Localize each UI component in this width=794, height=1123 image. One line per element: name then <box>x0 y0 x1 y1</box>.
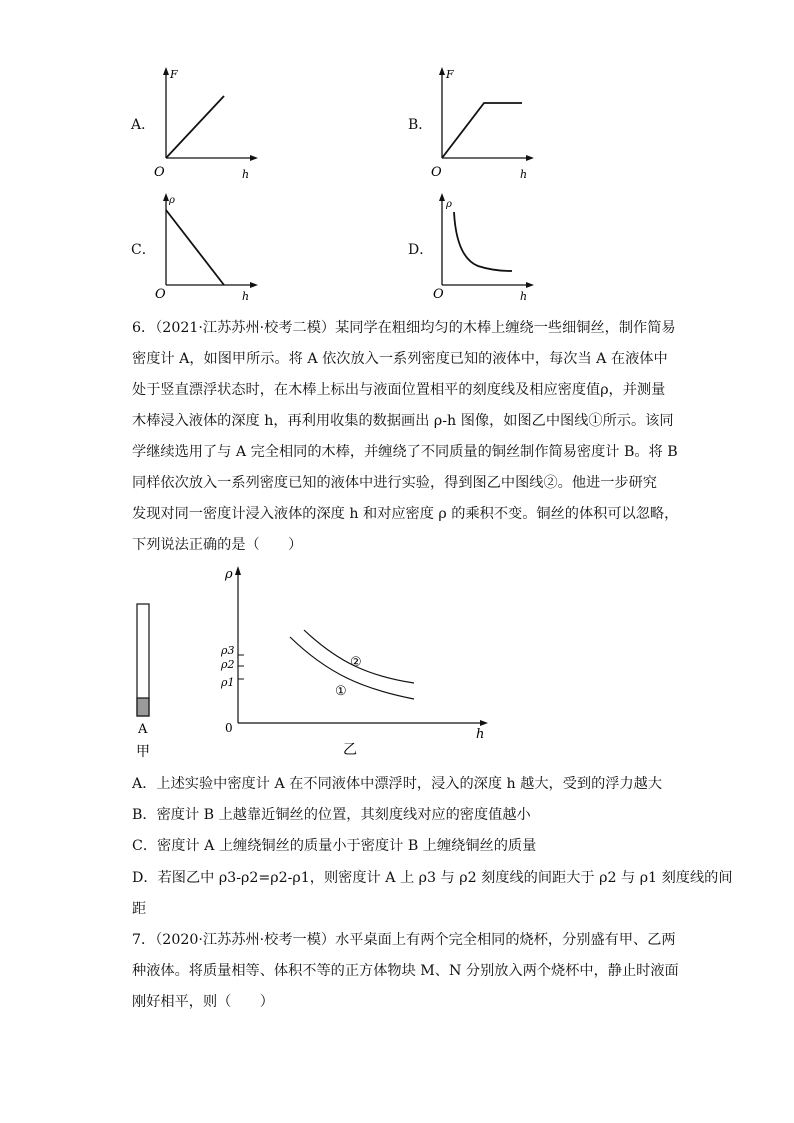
option-d-letter[interactable]: D． <box>408 242 434 258</box>
tick-label-rho2: ρ2 <box>221 658 235 671</box>
option-a-letter[interactable]: A． <box>131 117 156 133</box>
option-b-graph <box>428 66 538 182</box>
figure-yi-caption: 乙 <box>343 742 357 758</box>
q6-option-b[interactable]: B．密度计 B 上越靠近铜丝的位置，其刻度线对应的密度值越小 <box>132 807 531 823</box>
graph-curve <box>454 212 512 271</box>
option-c-letter[interactable]: C． <box>131 242 156 258</box>
q7-line-1: 7．（2020·江苏苏州·校考一模）水平桌面上有两个完全相同的烧杯，分别盛有甲、乙两 <box>132 932 676 948</box>
graph-line <box>166 96 224 158</box>
origin-label: O <box>431 165 442 180</box>
q6-line-4: 木棒浸入液体的深度 h，再利用收集的数据画出 ρ-h 图像，如图乙中图线①所示。该同 <box>132 413 674 429</box>
q6-option-a[interactable]: A．上述实验中密度计 A 在不同液体中漂浮时，浸入的深度 h 越大，受到的浮力越大 <box>132 776 663 792</box>
y-axis-label: ρ <box>225 567 233 582</box>
y-axis-label: F <box>446 68 454 81</box>
option-c-graph <box>150 190 260 306</box>
q6-line-1: 6．（2021·江苏苏州·校考二模）某同学在粗细均匀的木棒上缠绕一些细铜丝，制作简易 <box>132 320 676 336</box>
origin-label: O <box>155 287 166 302</box>
graph-line <box>166 210 224 285</box>
y-axis-label: ρ <box>169 195 175 206</box>
y-axis-arrow <box>163 67 169 75</box>
y-axis-arrow <box>439 67 445 75</box>
x-axis-label: h <box>520 168 528 181</box>
x-axis-label: h <box>242 290 250 303</box>
tick-label-rho3: ρ3 <box>221 644 235 657</box>
y-axis-label: ρ <box>446 199 452 210</box>
x-axis-arrow <box>250 155 258 161</box>
origin-label: 0 <box>225 721 233 735</box>
densimeter-a-label: A <box>138 722 148 737</box>
y-axis-arrow <box>235 566 241 575</box>
q6-line-5: 学继续选用了与 A 完全相同的木棒，并缠绕了不同质量的铜丝制作简易密度计 B。将 B <box>132 444 678 460</box>
figure-yi <box>218 562 498 762</box>
option-d-graph <box>428 190 538 306</box>
figure-jia-caption: 甲 <box>136 744 150 760</box>
graph-line <box>442 103 522 158</box>
figure-jia <box>126 598 166 762</box>
q6-line-6: 同样依次放入一系列密度已知的液体中进行实验，得到图乙中图线②。他进一步研究 <box>132 475 657 491</box>
q7-line-2: 种液体。将质量相等、体积不等的正方体物块 M、N 分别放入两个烧杯中，静止时液面 <box>132 963 679 979</box>
q6-line-7: 发现对同一密度计浸入液体的深度 h 和对应密度 ρ 的乘积不变。铜丝的体积可以忽略， <box>132 506 679 522</box>
x-axis-arrow <box>480 720 488 726</box>
y-axis-label: F <box>170 68 178 81</box>
curve-1-label: ① <box>335 684 347 699</box>
tick-label-rho1: ρ1 <box>221 676 235 689</box>
x-axis-arrow <box>526 155 534 161</box>
curve-2-label: ② <box>350 655 362 670</box>
q6-option-c[interactable]: C．密度计 A 上缠绕铜丝的质量小于密度计 B 上缠绕铜丝的质量 <box>132 838 537 854</box>
q7-line-3: 刚好相平，则（ ） <box>132 994 274 1010</box>
q6-line-3: 处于竖直漂浮状态时，在木棒上标出与液面位置相平的刻度线及相应密度值ρ，并测量 <box>132 382 666 398</box>
origin-label: O <box>154 165 165 180</box>
q6-option-d-cont: 距 <box>132 901 147 917</box>
x-axis-label: h <box>242 168 250 181</box>
x-axis-label: h <box>476 727 485 742</box>
x-axis-arrow <box>250 282 258 288</box>
option-b-letter[interactable]: B． <box>408 117 433 133</box>
copper-wire-section <box>137 698 149 716</box>
x-axis-label: h <box>520 290 528 303</box>
q6-line-2: 密度计 A，如图甲所示。将 A 依次放入一系列密度已知的液体中，每次当 A 在液体中 <box>132 351 668 367</box>
q6-line-8: 下列说法正确的是（ ） <box>132 537 303 553</box>
option-a-graph <box>150 66 260 182</box>
x-axis-arrow <box>526 282 534 288</box>
q6-option-d[interactable]: D．若图乙中 ρ3-ρ2=ρ2-ρ1，则密度计 A 上 ρ3 与 ρ2 刻度线的间距大于 ρ2 与 ρ1 刻度线的间 <box>132 870 733 886</box>
y-axis-arrow <box>439 193 445 201</box>
origin-label: O <box>433 287 444 302</box>
